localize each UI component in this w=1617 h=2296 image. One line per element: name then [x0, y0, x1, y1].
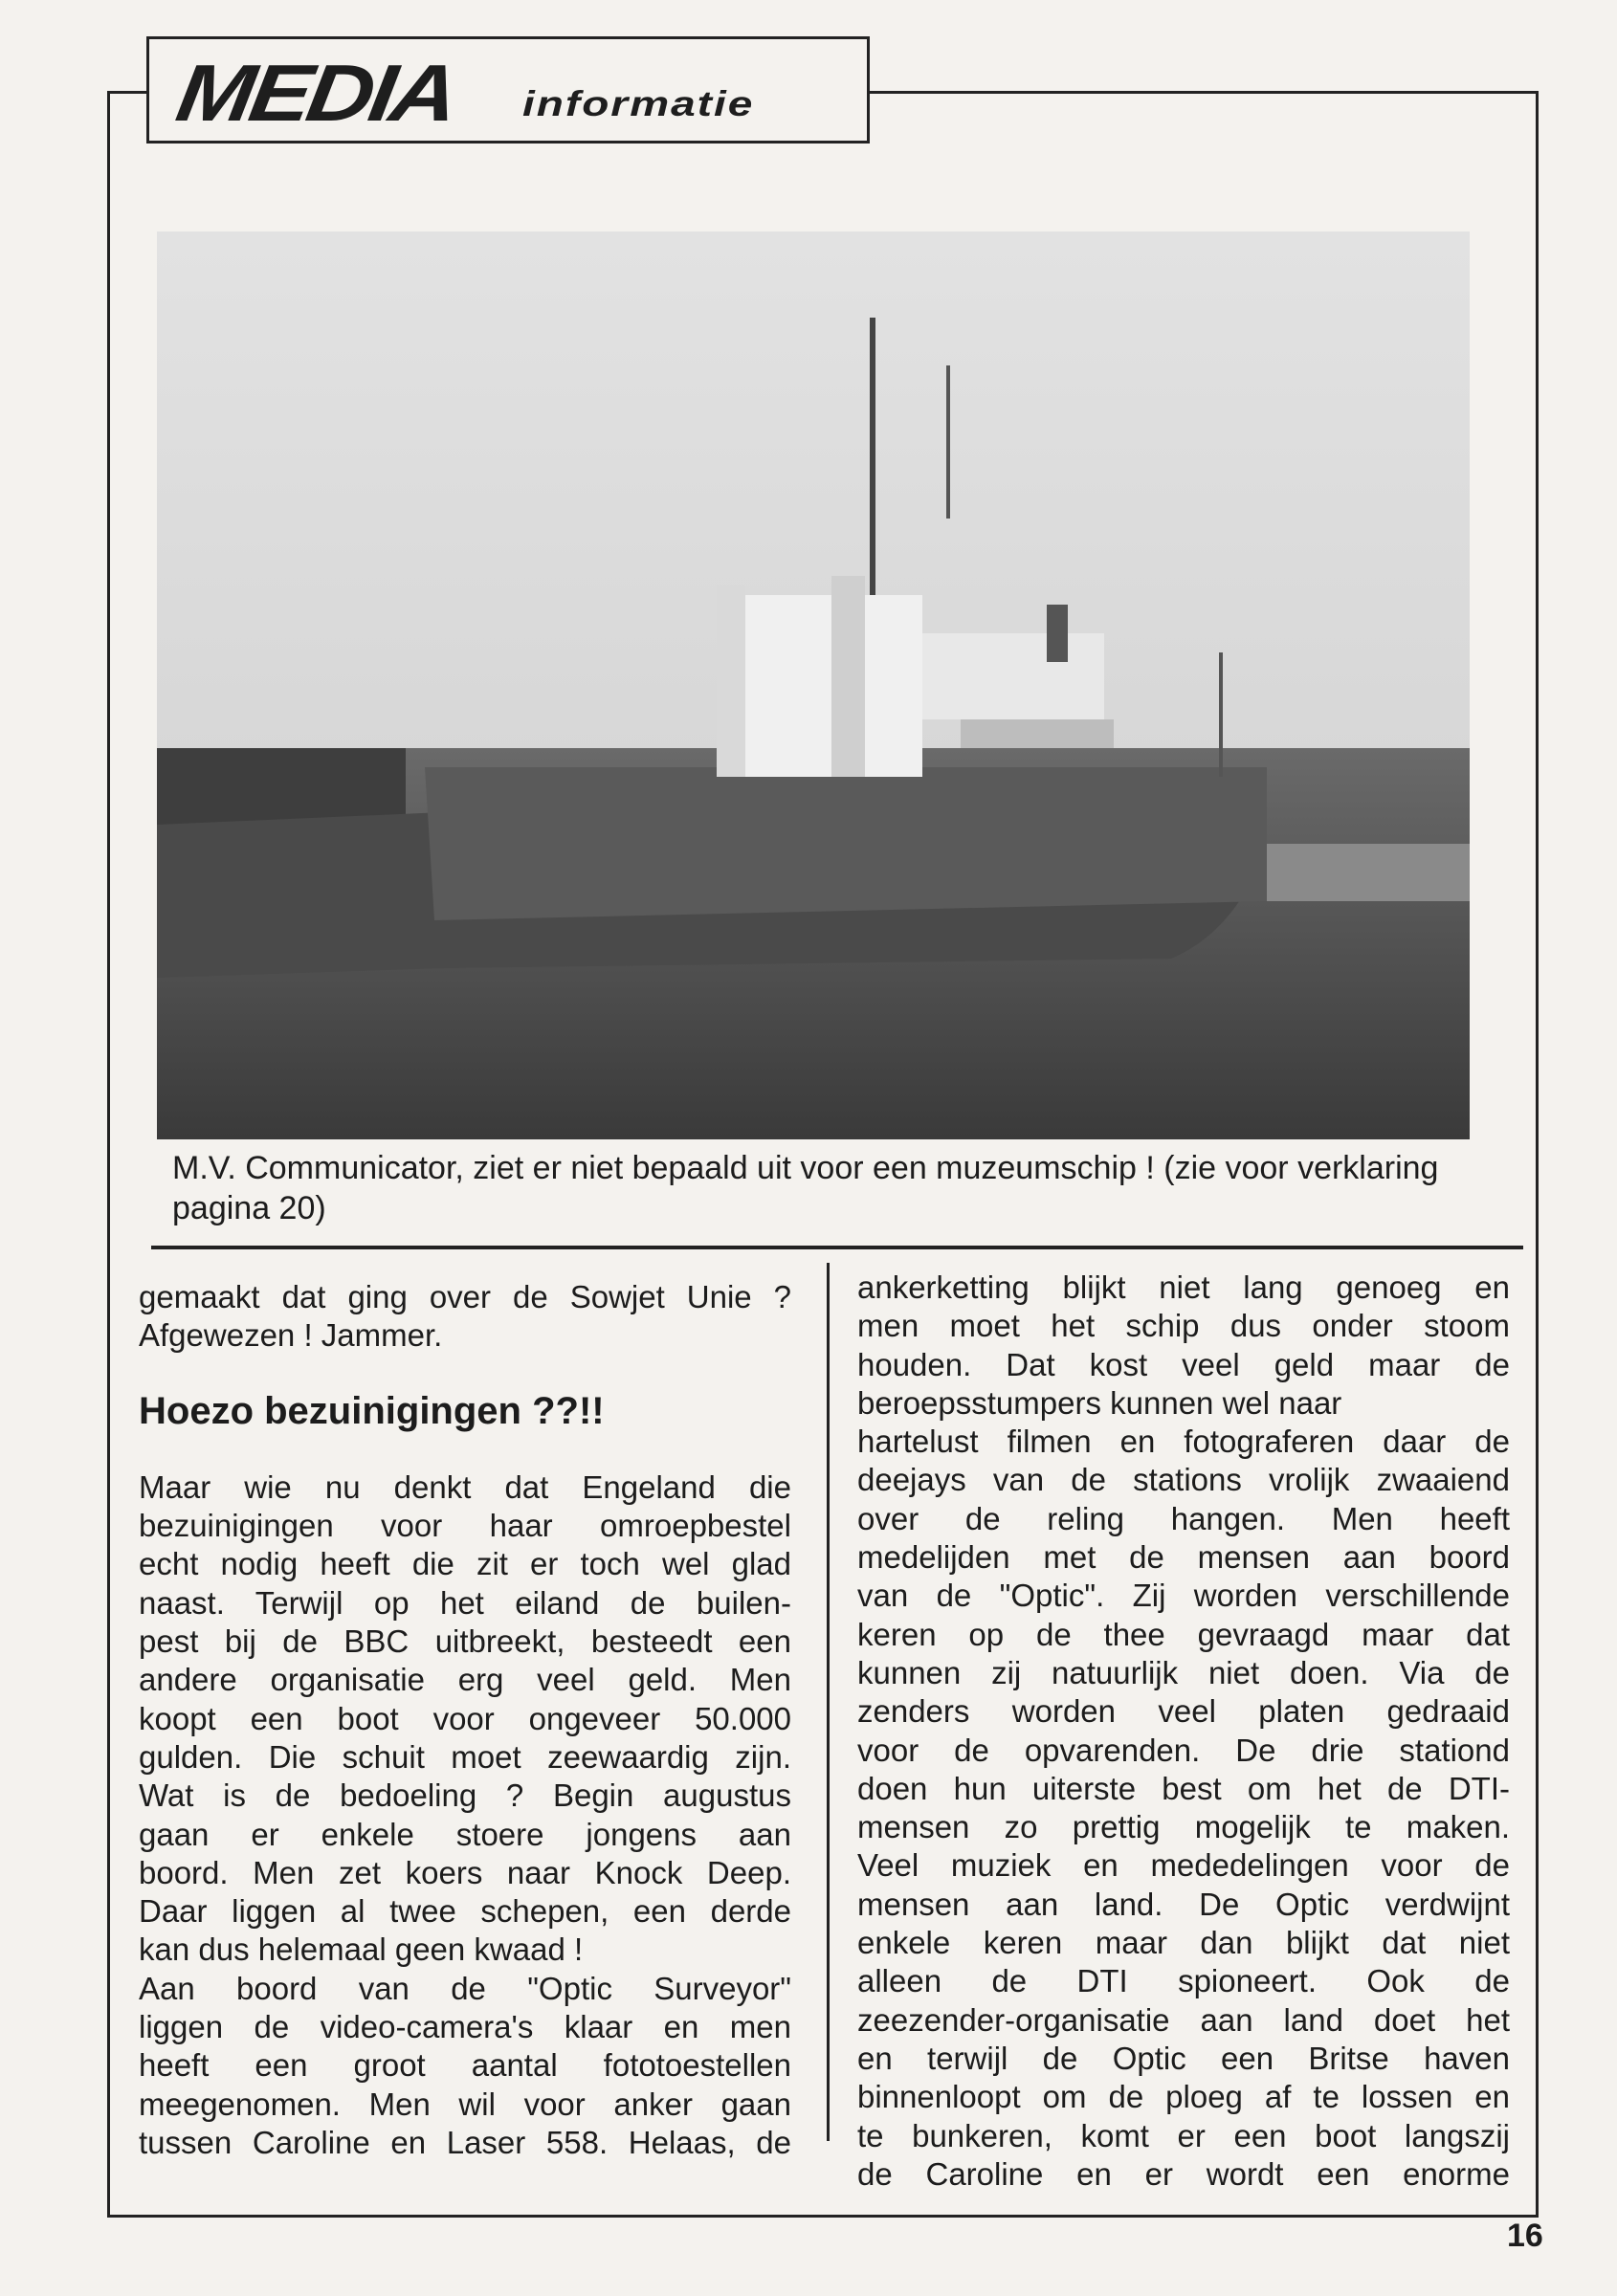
text-line: naast. Terwijl op het eiland de builen-: [139, 1584, 791, 1621]
text-line: Afgewezen ! Jammer.: [139, 1317, 443, 1354]
ship-photo: [157, 232, 1470, 1139]
article-heading: Hoezo bezuinigingen ??!!: [139, 1389, 605, 1432]
text-line: bezuinigingen voor haar omroepbestel: [139, 1508, 791, 1544]
text-line: gulden. Die schuit moet zeewaardig zijn.: [139, 1738, 791, 1775]
text-line: tussen Caroline en Laser 558. Helaas, de: [139, 2124, 791, 2160]
text-line: kan dus helemaal geen kwaad !: [139, 1932, 584, 1968]
text-line: mensen zo prettig mogelijk te maken.: [857, 1809, 1510, 1845]
text-line: heeft een groot aantal fototoestellen: [139, 2047, 791, 2084]
left-body: [139, 1468, 791, 2162]
right-column: [857, 1269, 1510, 2194]
text-line: te bunkeren, komt er een boot langszij: [857, 2117, 1510, 2153]
text-line: kunnen zij natuurlijk niet doen. Via de: [857, 1654, 1510, 1690]
text-line: andere organisatie erg veel geld. Men: [139, 1662, 791, 1698]
text-line: Maar wie nu denkt dat Engeland die: [139, 1468, 791, 1505]
text-line: Aan boord van de "Optic Surveyor": [139, 1970, 791, 2006]
text-line: boord. Men zet koers naar Knock Deep.: [139, 1854, 791, 1890]
text-line: voor de opvarenden. De drie stationd: [857, 1732, 1510, 1768]
text-line: over de reling hangen. Men heeft: [857, 1500, 1510, 1536]
text-line: keren op de thee gevraagd maar dat: [857, 1616, 1510, 1652]
caption-rule: [151, 1246, 1523, 1249]
text-line: ankerketting blijkt niet lang genoeg en: [857, 1269, 1510, 1305]
text-line: gaan er enkele stoere jongens aan: [139, 1816, 791, 1852]
text-line: Daar liggen al twee schepen, een derde: [139, 1893, 791, 1930]
text-line: beroepsstumpers kunnen wel naar: [857, 1384, 1342, 1421]
text-line: zenders worden veel platen gedraaid: [857, 1693, 1510, 1730]
text-line: zeezender-organisatie aan land doet het: [857, 2001, 1510, 2038]
text-line: liggen de video-camera's klaar en men: [139, 2009, 791, 2045]
text-line: en terwijl de Optic een Britse haven: [857, 2040, 1510, 2076]
page-number: 16: [1507, 2218, 1543, 2254]
text-line: medelijden met de mensen aan boord: [857, 1539, 1510, 1576]
photo-caption: M.V. Communicator, ziet er niet bepaald uit voor een muzeumschip ! (zie voor verklaring pagina 20): [172, 1150, 1439, 1226]
text-line: koopt een boot voor ongeveer 50.000: [139, 1700, 791, 1736]
text-line: binnenloopt om de ploeg af te lossen en: [857, 2079, 1510, 2115]
text-line: alleen de DTI spioneert. Ook de: [857, 1963, 1510, 1999]
text-line: deejays van de stations vrolijk zwaaiend: [857, 1462, 1510, 1498]
text-line: pest bij de BBC uitbreekt, besteedt een: [139, 1623, 791, 1660]
column-divider: [827, 1263, 830, 2141]
text-line: hartelust filmen en fotograferen daar de: [857, 1424, 1510, 1460]
ship-photo-image: [157, 232, 1470, 1139]
logo-media: MEDIA: [170, 48, 461, 138]
text-line: de Caroline en er wordt een enorme: [857, 2155, 1510, 2192]
logo-subtitle: informatie: [522, 83, 755, 123]
text-line: mensen aan land. De Optic verdwijnt: [857, 1886, 1510, 1922]
text-line: echt nodig heeft die zit er toch wel glad: [139, 1546, 791, 1582]
section-header: [146, 36, 870, 144]
text-line: Veel muziek en mededelingen voor de: [857, 1847, 1510, 1884]
text-line: houden. Dat kost veel geld maar de: [857, 1346, 1510, 1382]
text-line: men moet het schip dus onder stoom: [857, 1308, 1510, 1344]
text-line: Wat is de bedoeling ? Begin augustus: [139, 1777, 791, 1814]
text-line: meegenomen. Men wil voor anker gaan: [139, 2086, 791, 2122]
text-line: enkele keren maar dan blijkt dat niet: [857, 1925, 1510, 1961]
text-line: van de "Optic". Zij worden verschillende: [857, 1578, 1510, 1614]
left-column: [139, 1278, 791, 2162]
text-line: doen hun uiterste best om het de DTI-: [857, 1770, 1510, 1806]
text-line: gemaakt dat ging over de Sowjet Unie ?: [139, 1279, 791, 1314]
